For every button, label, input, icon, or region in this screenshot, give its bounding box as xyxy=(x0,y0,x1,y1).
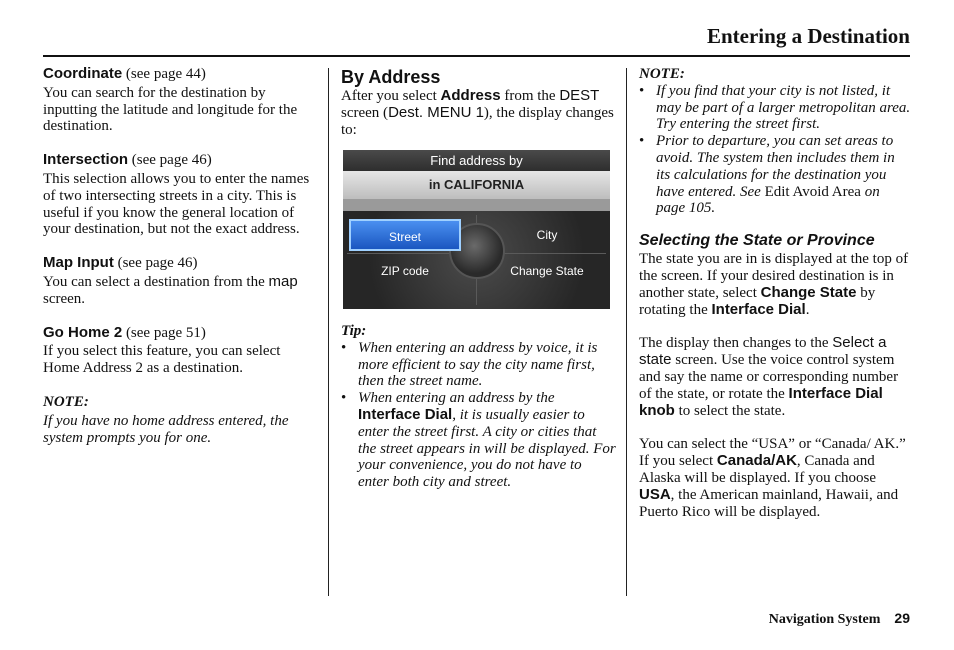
dest-menu-name: Dest. MENU 1 xyxy=(388,103,484,121)
select-state-screen-name: Select a state xyxy=(639,334,887,369)
p1-text-2: by rotating the xyxy=(639,284,876,318)
change-state-term: Change State xyxy=(760,283,857,301)
screen-state-label: in CALIFORNIA xyxy=(343,171,610,199)
tip-item2-pre: When entering an address by the xyxy=(358,390,555,407)
p2-text-3: to select the state. xyxy=(674,402,786,419)
page-footer xyxy=(769,610,910,628)
intro-text-3: screen ( xyxy=(341,104,389,121)
city-button: City xyxy=(536,228,558,242)
edit-avoid-area-term: Edit Avoid Area xyxy=(764,183,861,200)
go-home-heading xyxy=(43,325,318,342)
state-paragraph-1 xyxy=(639,251,911,318)
tip-item: • When entering an address by voice, it is more efficient to say the city name first, then the street name. xyxy=(341,340,616,390)
screen-title: Find address by xyxy=(343,150,610,171)
header-rule xyxy=(43,55,910,57)
note-heading-left: NOTE: xyxy=(43,393,89,410)
coordinate-page-ref: (see page 44) xyxy=(125,66,206,82)
by-address-heading: By Address xyxy=(341,67,441,87)
column-divider-2 xyxy=(626,68,627,596)
page-number: 29 xyxy=(894,610,910,626)
address-term: Address xyxy=(440,87,501,104)
right-column xyxy=(639,66,911,520)
state-section-heading: Selecting the State or Province xyxy=(639,232,875,250)
coordinate-heading xyxy=(43,66,318,83)
go-home-label: Go Home 2 xyxy=(43,323,123,341)
p1-text-3: . xyxy=(805,301,810,318)
map-input-heading xyxy=(43,255,318,272)
intersection-page-ref: (see page 46) xyxy=(131,152,212,169)
canada-ak-term: Canada/AK xyxy=(716,452,797,470)
p2-text-1: The display then changes to the xyxy=(639,335,833,352)
screen-separator xyxy=(343,199,610,211)
intersection-label: Intersection xyxy=(43,151,129,169)
go-home-body: If you select this feature, you can select Home Address 2 as a destination. xyxy=(43,343,281,377)
dest-screen-name: DEST xyxy=(559,87,600,104)
interface-dial-term: Interface Dial xyxy=(358,405,453,423)
intro-text-1: After you select xyxy=(341,88,441,104)
go-home-page-ref: (see page 51) xyxy=(125,324,206,341)
intro-text-2: from the xyxy=(500,88,560,104)
intersection-body: This selection allows you to enter the names of two intersecting streets in a city. This is useful if you know the general location of your destination, but not the exact address. xyxy=(43,170,310,238)
tip-heading: Tip: xyxy=(341,323,367,339)
map-screen-name: map xyxy=(268,272,298,290)
find-address-screen-image xyxy=(343,150,610,309)
interface-dial-term: Interface Dial xyxy=(711,300,806,318)
street-button: Street xyxy=(349,219,461,251)
column-divider-1 xyxy=(328,68,329,596)
left-column xyxy=(43,66,318,446)
change-state-button: Change State xyxy=(510,264,584,278)
map-input-body-pre: You can select a destination from the xyxy=(43,273,265,290)
note-list xyxy=(639,83,911,217)
footer-label: Navigation System xyxy=(768,612,881,627)
page-header-title: Entering a Destination xyxy=(706,24,910,48)
usa-term: USA xyxy=(639,485,671,503)
tip-list xyxy=(341,340,616,491)
tip-item xyxy=(341,390,616,491)
intro-text-4: ), the display changes to: xyxy=(341,104,614,138)
coordinate-body: You can search for the destination by inputting the latitude and longitude for the destination. xyxy=(43,84,298,135)
tip-block xyxy=(341,323,616,491)
state-paragraph-3 xyxy=(639,436,911,520)
note-item xyxy=(639,133,911,217)
coordinate-label: Coordinate xyxy=(43,65,123,82)
zip-code-button: ZIP code xyxy=(381,264,429,278)
map-input-body-post: screen. xyxy=(43,290,86,307)
note-heading-right: NOTE: xyxy=(639,66,685,82)
by-address-intro xyxy=(341,88,616,138)
note-item2-pre: Prior to departure, you can set areas to avoid. The system then includes them in its calculations for the destination you have entered. See xyxy=(656,133,895,200)
p3-text-2: , Canada and Alaska will be displayed. If you choose xyxy=(639,453,877,486)
map-input-label: Map Input xyxy=(43,254,114,272)
intersection-heading xyxy=(43,152,318,169)
p1-text-1: The state you are in is displayed at the top of the screen. If your desired destination is in another state, select xyxy=(639,251,909,301)
p3-text-1: You can select the “USA” or “Canada/ AK.” If you select xyxy=(639,436,906,470)
note-item: • If you find that your city is not listed, it may be part of a larger metropolitan area. Try entering the street first. xyxy=(639,83,911,133)
note-body-left: If you have no home address entered, the system prompts you for one. xyxy=(43,412,289,446)
map-input-page-ref: (see page 46) xyxy=(117,255,198,272)
state-paragraph-2 xyxy=(639,335,911,419)
p2-text-2: screen. Use the voice control system and say the name or corresponding number of the state, or rotate the xyxy=(639,352,899,402)
screen-button-area xyxy=(343,211,610,309)
note-item2-post: on page 105. xyxy=(656,183,880,217)
middle-column xyxy=(341,66,616,138)
p3-text-3: , the American mainland, Hawaii, and Puerto Rico will be displayed. xyxy=(639,486,899,520)
map-input-body xyxy=(43,274,318,308)
tip-item2-post: , it is usually easier to enter the street first. A city or cities that the street appears in will be displayed. For your convenience, you do not have to enter both city and street. xyxy=(358,406,616,491)
interface-dial-knob-term: Interface Dial knob xyxy=(639,384,883,419)
